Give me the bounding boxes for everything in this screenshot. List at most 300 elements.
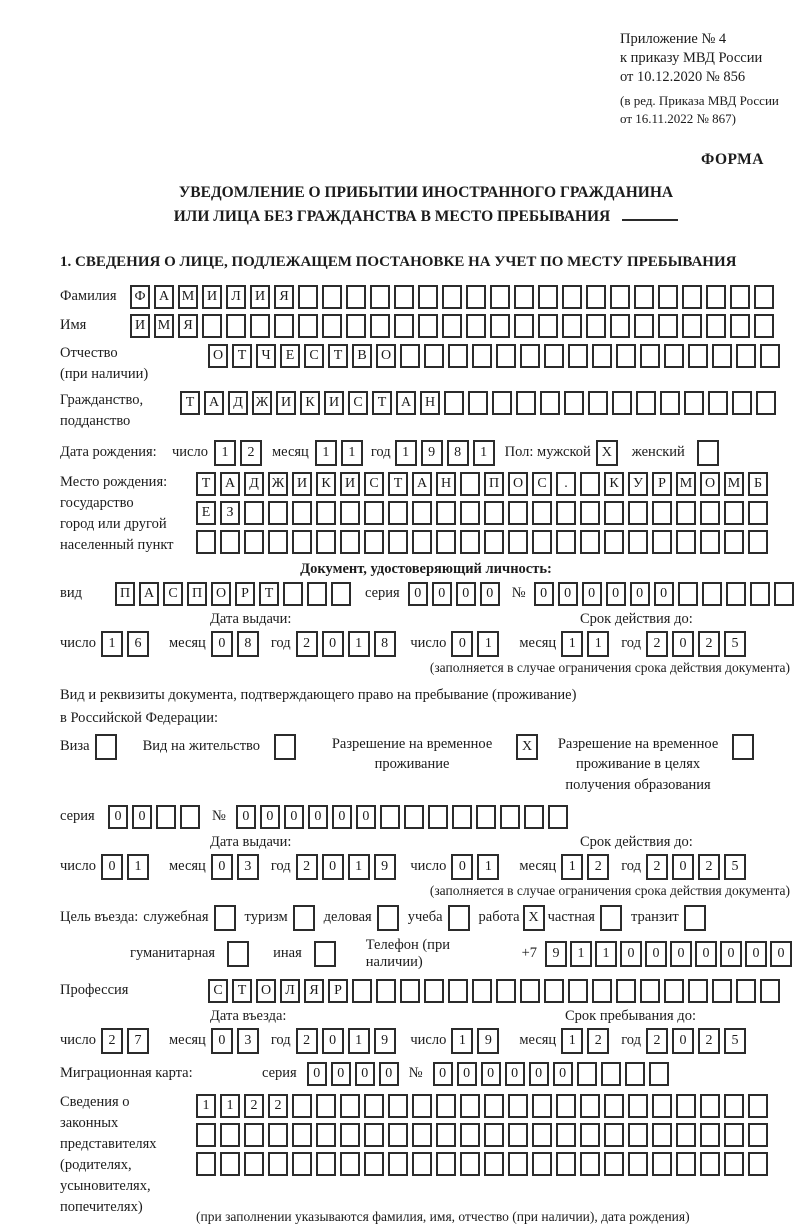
char-cell[interactable] — [684, 391, 704, 415]
char-cell[interactable] — [424, 344, 444, 368]
char-cell[interactable] — [508, 1094, 528, 1118]
char-cell[interactable] — [292, 1152, 312, 1176]
char-cell[interactable] — [601, 1062, 621, 1086]
char-cell[interactable]: 0 — [505, 1062, 525, 1086]
char-cell[interactable]: X — [523, 905, 545, 931]
char-cell[interactable]: 0 — [284, 805, 304, 829]
char-cell[interactable] — [748, 1152, 768, 1176]
char-cell[interactable]: И — [202, 285, 222, 309]
char-cell[interactable] — [580, 501, 600, 525]
char-cell[interactable] — [604, 1094, 624, 1118]
char-cell[interactable] — [628, 1123, 648, 1147]
char-cell[interactable]: 6 — [127, 631, 149, 657]
char-cell[interactable] — [588, 391, 608, 415]
char-cell[interactable]: П — [187, 582, 207, 606]
char-cell[interactable]: Т — [232, 344, 252, 368]
char-cell[interactable]: 0 — [770, 941, 792, 967]
char-cell[interactable]: 8 — [237, 631, 259, 657]
char-cell[interactable] — [196, 1152, 216, 1176]
char-cell[interactable] — [676, 530, 696, 554]
char-cell[interactable] — [331, 582, 351, 606]
char-cell[interactable] — [500, 805, 520, 829]
char-cell[interactable] — [628, 501, 648, 525]
char-cell[interactable] — [274, 734, 296, 760]
char-cell[interactable] — [748, 530, 768, 554]
char-cell[interactable] — [274, 314, 294, 338]
char-cell[interactable] — [412, 530, 432, 554]
char-cell[interactable] — [556, 1123, 576, 1147]
char-cell[interactable] — [496, 979, 516, 1003]
purpose-private-checkbox[interactable] — [600, 905, 622, 931]
char-cell[interactable] — [418, 285, 438, 309]
char-cell[interactable] — [604, 1152, 624, 1176]
char-cell[interactable] — [580, 530, 600, 554]
char-cell[interactable] — [322, 285, 342, 309]
char-cell[interactable]: Т — [259, 582, 279, 606]
char-cell[interactable] — [95, 734, 117, 760]
char-cell[interactable] — [610, 314, 630, 338]
char-cell[interactable] — [316, 1094, 336, 1118]
char-cell[interactable]: У — [628, 472, 648, 496]
char-cell[interactable]: З — [220, 501, 240, 525]
temp-residence-checkbox[interactable] — [516, 734, 538, 760]
char-cell[interactable] — [688, 344, 708, 368]
residence-permit-checkbox[interactable] — [274, 734, 296, 760]
char-cell[interactable]: 2 — [698, 631, 720, 657]
char-cell[interactable] — [640, 979, 660, 1003]
char-cell[interactable] — [202, 314, 222, 338]
char-cell[interactable]: 0 — [355, 1062, 375, 1086]
char-cell[interactable] — [508, 1152, 528, 1176]
char-cell[interactable]: К — [604, 472, 624, 496]
char-cell[interactable]: 1 — [561, 854, 583, 880]
char-cell[interactable] — [724, 1094, 744, 1118]
char-cell[interactable]: 0 — [408, 582, 428, 606]
char-cell[interactable]: 2 — [698, 854, 720, 880]
char-cell[interactable] — [283, 582, 303, 606]
char-cell[interactable] — [472, 344, 492, 368]
char-cell[interactable] — [514, 285, 534, 309]
char-cell[interactable] — [706, 314, 726, 338]
char-cell[interactable] — [460, 1152, 480, 1176]
char-cell[interactable]: 0 — [695, 941, 717, 967]
char-cell[interactable]: 0 — [236, 805, 256, 829]
char-cell[interactable]: 0 — [620, 941, 642, 967]
char-cell[interactable]: 1 — [473, 440, 495, 466]
char-cell[interactable] — [244, 1123, 264, 1147]
char-cell[interactable]: 2 — [587, 854, 609, 880]
char-cell[interactable] — [736, 344, 756, 368]
char-cell[interactable] — [700, 1094, 720, 1118]
char-cell[interactable] — [516, 391, 536, 415]
char-cell[interactable]: 0 — [480, 582, 500, 606]
char-cell[interactable] — [156, 805, 176, 829]
char-cell[interactable]: О — [256, 979, 276, 1003]
char-cell[interactable] — [664, 979, 684, 1003]
char-cell[interactable] — [364, 1152, 384, 1176]
char-cell[interactable]: 1 — [101, 631, 123, 657]
char-cell[interactable]: И — [292, 472, 312, 496]
char-cell[interactable] — [634, 314, 654, 338]
char-cell[interactable] — [400, 979, 420, 1003]
char-cell[interactable]: 0 — [331, 1062, 351, 1086]
char-cell[interactable]: 7 — [127, 1028, 149, 1054]
char-cell[interactable]: 9 — [374, 1028, 396, 1054]
char-cell[interactable] — [730, 285, 750, 309]
char-cell[interactable] — [520, 344, 540, 368]
char-cell[interactable] — [508, 1123, 528, 1147]
char-cell[interactable] — [220, 530, 240, 554]
char-cell[interactable]: И — [250, 285, 270, 309]
char-cell[interactable] — [556, 1152, 576, 1176]
char-cell[interactable] — [346, 314, 366, 338]
char-cell[interactable] — [750, 582, 770, 606]
char-cell[interactable] — [508, 530, 528, 554]
char-cell[interactable] — [774, 582, 794, 606]
char-cell[interactable]: А — [154, 285, 174, 309]
char-cell[interactable] — [616, 979, 636, 1003]
char-cell[interactable]: 1 — [315, 440, 337, 466]
char-cell[interactable] — [484, 1094, 504, 1118]
char-cell[interactable]: 0 — [260, 805, 280, 829]
char-cell[interactable]: 1 — [561, 631, 583, 657]
char-cell[interactable]: Е — [280, 344, 300, 368]
char-cell[interactable]: 0 — [672, 631, 694, 657]
char-cell[interactable] — [538, 285, 558, 309]
char-cell[interactable]: 0 — [451, 854, 473, 880]
char-cell[interactable]: 0 — [307, 1062, 327, 1086]
char-cell[interactable]: О — [376, 344, 396, 368]
char-cell[interactable]: К — [300, 391, 320, 415]
char-cell[interactable] — [364, 530, 384, 554]
char-cell[interactable] — [676, 1152, 696, 1176]
char-cell[interactable]: И — [324, 391, 344, 415]
male-checkbox[interactable] — [596, 440, 618, 466]
char-cell[interactable] — [226, 314, 246, 338]
char-cell[interactable] — [466, 314, 486, 338]
char-cell[interactable]: С — [163, 582, 183, 606]
char-cell[interactable]: 0 — [211, 854, 233, 880]
purpose-tourism-checkbox[interactable] — [293, 905, 315, 931]
char-cell[interactable] — [376, 979, 396, 1003]
char-cell[interactable]: Т — [328, 344, 348, 368]
char-cell[interactable] — [724, 1152, 744, 1176]
char-cell[interactable]: С — [208, 979, 228, 1003]
char-cell[interactable]: С — [304, 344, 324, 368]
char-cell[interactable] — [712, 344, 732, 368]
char-cell[interactable] — [436, 501, 456, 525]
char-cell[interactable]: 0 — [654, 582, 674, 606]
char-cell[interactable] — [664, 344, 684, 368]
char-cell[interactable]: 1 — [395, 440, 417, 466]
char-cell[interactable]: 0 — [108, 805, 128, 829]
char-cell[interactable] — [562, 285, 582, 309]
char-cell[interactable] — [708, 391, 728, 415]
char-cell[interactable] — [436, 1152, 456, 1176]
char-cell[interactable]: 1 — [570, 941, 592, 967]
char-cell[interactable] — [388, 1123, 408, 1147]
char-cell[interactable]: Л — [226, 285, 246, 309]
char-cell[interactable] — [580, 1152, 600, 1176]
char-cell[interactable]: 0 — [745, 941, 767, 967]
char-cell[interactable] — [760, 979, 780, 1003]
char-cell[interactable] — [612, 391, 632, 415]
char-cell[interactable] — [448, 979, 468, 1003]
char-cell[interactable] — [604, 530, 624, 554]
char-cell[interactable] — [448, 344, 468, 368]
char-cell[interactable] — [732, 734, 754, 760]
char-cell[interactable] — [400, 344, 420, 368]
char-cell[interactable]: А — [204, 391, 224, 415]
char-cell[interactable] — [544, 979, 564, 1003]
char-cell[interactable] — [316, 1123, 336, 1147]
purpose-transit-checkbox[interactable] — [684, 905, 706, 931]
char-cell[interactable]: 0 — [322, 631, 344, 657]
char-cell[interactable]: 0 — [582, 582, 602, 606]
char-cell[interactable] — [314, 941, 336, 967]
char-cell[interactable] — [544, 344, 564, 368]
char-cell[interactable] — [556, 530, 576, 554]
char-cell[interactable] — [490, 314, 510, 338]
char-cell[interactable]: 0 — [534, 582, 554, 606]
char-cell[interactable] — [676, 1123, 696, 1147]
char-cell[interactable]: Ф — [130, 285, 150, 309]
char-cell[interactable] — [548, 805, 568, 829]
char-cell[interactable] — [652, 1123, 672, 1147]
char-cell[interactable]: 2 — [698, 1028, 720, 1054]
char-cell[interactable]: Ж — [252, 391, 272, 415]
char-cell[interactable]: Т — [180, 391, 200, 415]
char-cell[interactable]: 0 — [670, 941, 692, 967]
char-cell[interactable] — [562, 314, 582, 338]
char-cell[interactable] — [712, 979, 732, 1003]
char-cell[interactable]: М — [724, 472, 744, 496]
char-cell[interactable] — [340, 1123, 360, 1147]
char-cell[interactable]: 8 — [447, 440, 469, 466]
char-cell[interactable]: 5 — [724, 631, 746, 657]
char-cell[interactable] — [532, 1123, 552, 1147]
char-cell[interactable] — [730, 314, 750, 338]
char-cell[interactable] — [452, 805, 472, 829]
char-cell[interactable] — [748, 1094, 768, 1118]
char-cell[interactable] — [754, 314, 774, 338]
char-cell[interactable]: 0 — [132, 805, 152, 829]
char-cell[interactable]: 1 — [214, 440, 236, 466]
char-cell[interactable] — [460, 1123, 480, 1147]
char-cell[interactable] — [652, 501, 672, 525]
char-cell[interactable]: 1 — [587, 631, 609, 657]
char-cell[interactable]: И — [130, 314, 150, 338]
char-cell[interactable]: М — [178, 285, 198, 309]
char-cell[interactable] — [412, 1094, 432, 1118]
char-cell[interactable] — [586, 314, 606, 338]
char-cell[interactable]: Ж — [268, 472, 288, 496]
char-cell[interactable]: 0 — [211, 631, 233, 657]
char-cell[interactable]: И — [340, 472, 360, 496]
char-cell[interactable]: 2 — [646, 1028, 668, 1054]
char-cell[interactable] — [377, 905, 399, 931]
char-cell[interactable] — [244, 530, 264, 554]
char-cell[interactable] — [298, 285, 318, 309]
char-cell[interactable] — [658, 285, 678, 309]
char-cell[interactable] — [748, 1123, 768, 1147]
char-cell[interactable] — [484, 1152, 504, 1176]
char-cell[interactable]: 0 — [356, 805, 376, 829]
char-cell[interactable]: С — [364, 472, 384, 496]
char-cell[interactable] — [316, 530, 336, 554]
char-cell[interactable] — [412, 1152, 432, 1176]
char-cell[interactable]: 0 — [322, 1028, 344, 1054]
char-cell[interactable]: 1 — [127, 854, 149, 880]
char-cell[interactable]: 1 — [595, 941, 617, 967]
char-cell[interactable] — [556, 501, 576, 525]
char-cell[interactable]: В — [352, 344, 372, 368]
char-cell[interactable] — [652, 1152, 672, 1176]
char-cell[interactable]: 2 — [240, 440, 262, 466]
char-cell[interactable]: 0 — [672, 854, 694, 880]
char-cell[interactable] — [702, 582, 722, 606]
char-cell[interactable]: 0 — [432, 582, 452, 606]
char-cell[interactable] — [700, 501, 720, 525]
char-cell[interactable]: Т — [232, 979, 252, 1003]
char-cell[interactable]: 0 — [322, 854, 344, 880]
char-cell[interactable] — [577, 1062, 597, 1086]
char-cell[interactable] — [424, 979, 444, 1003]
char-cell[interactable] — [292, 530, 312, 554]
char-cell[interactable] — [724, 530, 744, 554]
char-cell[interactable]: 0 — [332, 805, 352, 829]
char-cell[interactable]: Я — [274, 285, 294, 309]
char-cell[interactable] — [514, 314, 534, 338]
char-cell[interactable] — [316, 1152, 336, 1176]
char-cell[interactable] — [628, 1152, 648, 1176]
char-cell[interactable] — [676, 1094, 696, 1118]
char-cell[interactable]: 5 — [724, 1028, 746, 1054]
char-cell[interactable] — [492, 391, 512, 415]
char-cell[interactable] — [404, 805, 424, 829]
char-cell[interactable]: 1 — [477, 854, 499, 880]
char-cell[interactable] — [628, 1094, 648, 1118]
char-cell[interactable] — [340, 1094, 360, 1118]
char-cell[interactable] — [640, 344, 660, 368]
char-cell[interactable] — [322, 314, 342, 338]
char-cell[interactable]: Я — [304, 979, 324, 1003]
char-cell[interactable]: 0 — [101, 854, 123, 880]
char-cell[interactable] — [268, 1123, 288, 1147]
char-cell[interactable] — [388, 530, 408, 554]
char-cell[interactable]: 0 — [481, 1062, 501, 1086]
char-cell[interactable] — [476, 805, 496, 829]
char-cell[interactable] — [724, 501, 744, 525]
char-cell[interactable] — [436, 1123, 456, 1147]
char-cell[interactable]: 1 — [348, 854, 370, 880]
char-cell[interactable]: 0 — [379, 1062, 399, 1086]
char-cell[interactable] — [682, 314, 702, 338]
char-cell[interactable]: 0 — [456, 582, 476, 606]
char-cell[interactable] — [468, 391, 488, 415]
char-cell[interactable]: Н — [420, 391, 440, 415]
char-cell[interactable] — [592, 344, 612, 368]
char-cell[interactable]: М — [676, 472, 696, 496]
char-cell[interactable]: 0 — [553, 1062, 573, 1086]
char-cell[interactable]: 0 — [457, 1062, 477, 1086]
char-cell[interactable] — [568, 979, 588, 1003]
char-cell[interactable]: 1 — [451, 1028, 473, 1054]
char-cell[interactable]: Д — [228, 391, 248, 415]
char-cell[interactable]: 2 — [296, 1028, 318, 1054]
char-cell[interactable]: 9 — [545, 941, 567, 967]
char-cell[interactable]: 2 — [296, 854, 318, 880]
char-cell[interactable] — [436, 530, 456, 554]
char-cell[interactable]: М — [154, 314, 174, 338]
char-cell[interactable] — [268, 530, 288, 554]
char-cell[interactable]: 1 — [348, 1028, 370, 1054]
char-cell[interactable] — [649, 1062, 669, 1086]
char-cell[interactable]: 1 — [341, 440, 363, 466]
char-cell[interactable]: Р — [652, 472, 672, 496]
char-cell[interactable]: 1 — [477, 631, 499, 657]
char-cell[interactable] — [268, 1152, 288, 1176]
char-cell[interactable] — [636, 391, 656, 415]
char-cell[interactable] — [214, 905, 236, 931]
char-cell[interactable] — [700, 530, 720, 554]
char-cell[interactable]: Ч — [256, 344, 276, 368]
char-cell[interactable] — [220, 1123, 240, 1147]
char-cell[interactable] — [604, 501, 624, 525]
char-cell[interactable] — [448, 905, 470, 931]
char-cell[interactable] — [196, 1123, 216, 1147]
char-cell[interactable] — [442, 314, 462, 338]
char-cell[interactable]: А — [396, 391, 416, 415]
char-cell[interactable] — [564, 391, 584, 415]
char-cell[interactable] — [460, 501, 480, 525]
char-cell[interactable]: 2 — [268, 1094, 288, 1118]
char-cell[interactable] — [292, 1123, 312, 1147]
char-cell[interactable] — [754, 285, 774, 309]
char-cell[interactable] — [484, 501, 504, 525]
char-cell[interactable] — [580, 1123, 600, 1147]
char-cell[interactable]: Р — [235, 582, 255, 606]
char-cell[interactable] — [688, 979, 708, 1003]
char-cell[interactable] — [196, 530, 216, 554]
char-cell[interactable] — [484, 530, 504, 554]
char-cell[interactable] — [292, 501, 312, 525]
char-cell[interactable] — [652, 530, 672, 554]
char-cell[interactable] — [298, 314, 318, 338]
char-cell[interactable]: Д — [244, 472, 264, 496]
char-cell[interactable] — [227, 941, 249, 967]
char-cell[interactable]: Т — [196, 472, 216, 496]
char-cell[interactable]: 1 — [561, 1028, 583, 1054]
char-cell[interactable]: 9 — [374, 854, 396, 880]
char-cell[interactable]: О — [508, 472, 528, 496]
char-cell[interactable]: А — [139, 582, 159, 606]
char-cell[interactable] — [532, 1152, 552, 1176]
char-cell[interactable] — [460, 530, 480, 554]
char-cell[interactable] — [732, 391, 752, 415]
char-cell[interactable]: П — [484, 472, 504, 496]
char-cell[interactable] — [307, 582, 327, 606]
char-cell[interactable]: . — [556, 472, 576, 496]
char-cell[interactable] — [460, 1094, 480, 1118]
char-cell[interactable]: С — [348, 391, 368, 415]
purpose-business-checkbox[interactable] — [214, 905, 236, 931]
char-cell[interactable]: 2 — [296, 631, 318, 657]
purpose-work-checkbox[interactable] — [523, 905, 545, 931]
char-cell[interactable] — [520, 979, 540, 1003]
char-cell[interactable]: 0 — [211, 1028, 233, 1054]
char-cell[interactable] — [676, 501, 696, 525]
